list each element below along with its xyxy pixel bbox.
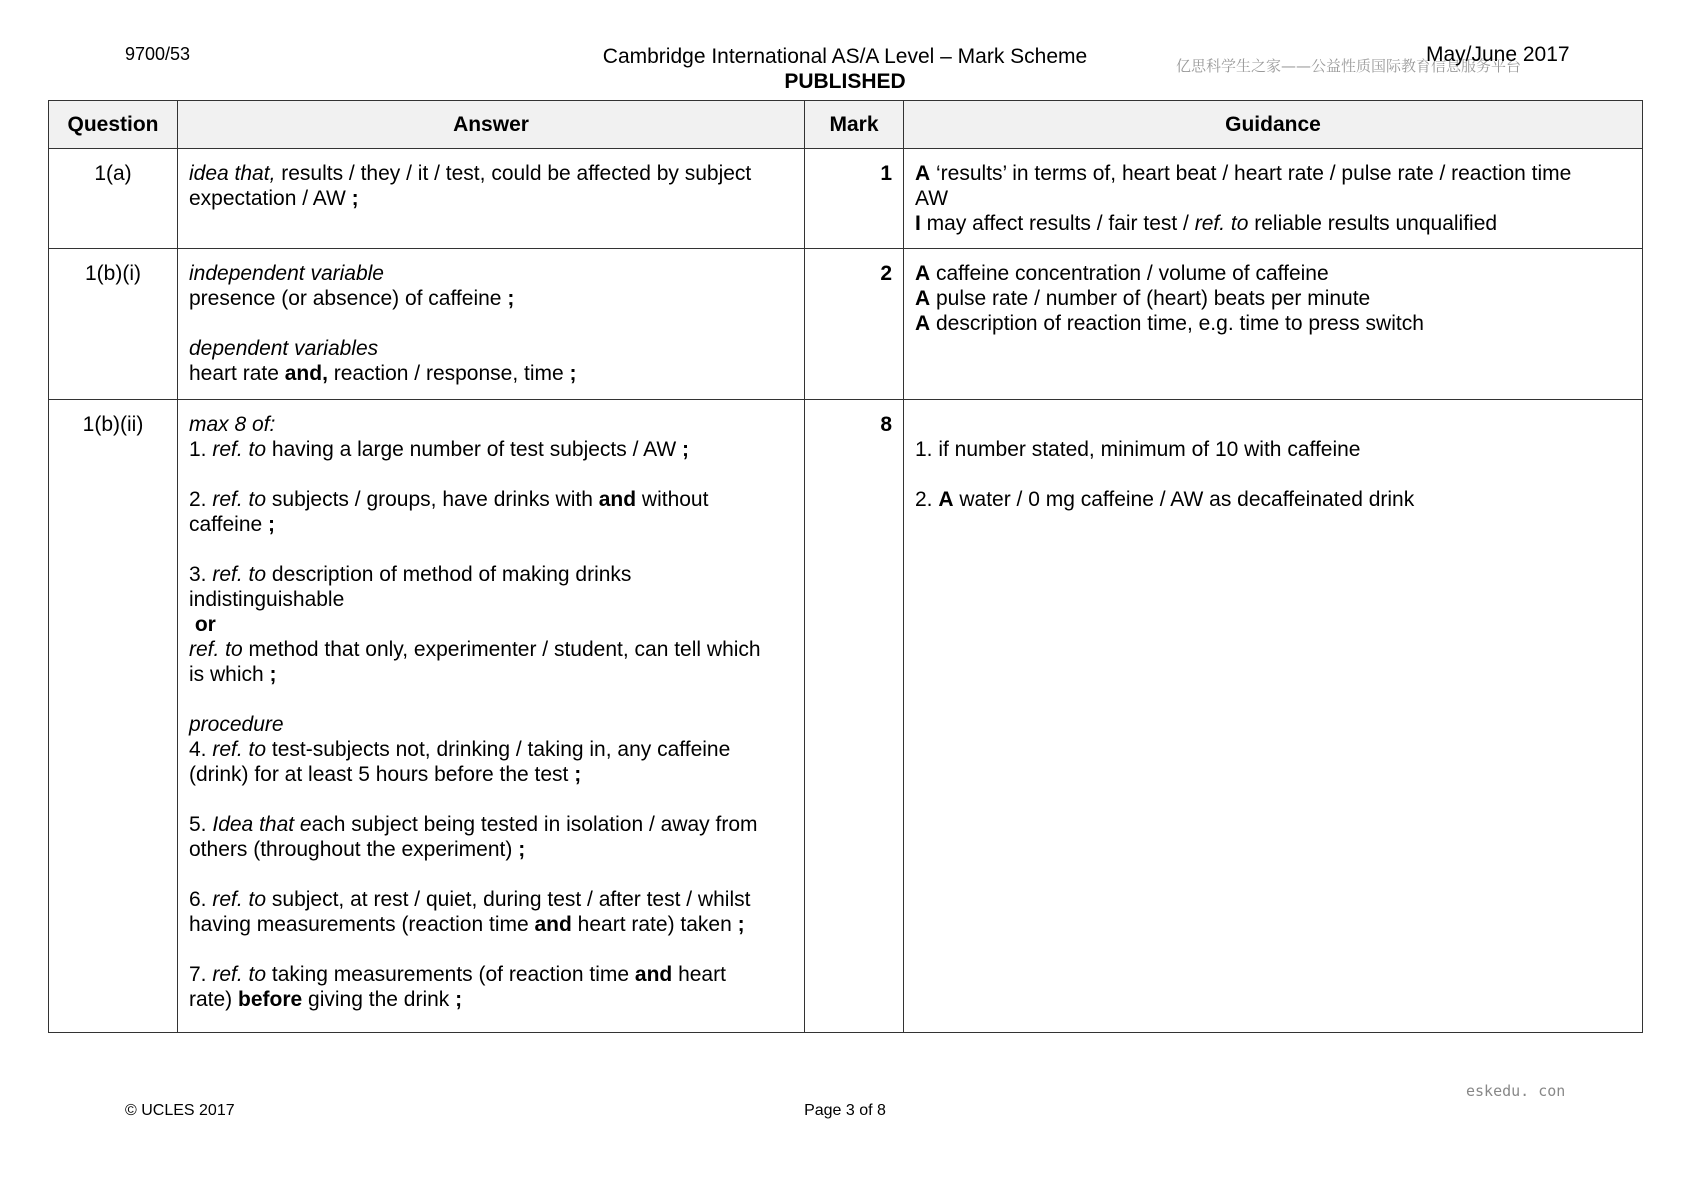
text-segment: caffeine xyxy=(189,513,269,536)
text-segment: test-subjects not, drinking / taking in, any caffeine xyxy=(266,738,731,761)
text-segment: heart rate xyxy=(189,362,285,385)
text-line xyxy=(915,186,1632,211)
text-segment: ; xyxy=(269,663,277,686)
mark-value: 8 xyxy=(805,400,904,1033)
mark-value: 2 xyxy=(805,249,904,400)
text-segment: ; xyxy=(507,287,515,310)
text-segment: rate) xyxy=(189,988,239,1011)
text-line xyxy=(189,562,794,587)
text-segment: (drink) for at least 5 hours before the test xyxy=(189,763,575,786)
text-line xyxy=(189,837,794,862)
text-segment: expectation / AW xyxy=(189,187,352,210)
text-line xyxy=(189,186,794,211)
text-segment: 1. if number stated, minimum of 10 with caffeine xyxy=(915,438,1361,461)
text-segment: ; xyxy=(737,913,745,936)
copyright-notice: © UCLES 2017 xyxy=(125,1102,235,1119)
page-number: Page 3 of 8 xyxy=(804,1102,886,1119)
guidance-cell xyxy=(904,400,1643,1033)
text-line xyxy=(189,962,794,987)
blank-line xyxy=(189,462,794,487)
text-segment: ; xyxy=(569,362,577,385)
text-segment: A xyxy=(938,488,954,511)
text-segment: and, xyxy=(284,362,328,385)
text-segment: subjects / groups, have drinks with xyxy=(266,488,599,511)
text-segment: A xyxy=(915,162,931,185)
text-segment: 7. xyxy=(189,963,213,986)
text-segment: and xyxy=(598,488,637,511)
text-line xyxy=(915,286,1632,311)
text-segment: 3. xyxy=(189,563,213,586)
column-header-mark: Mark xyxy=(805,101,904,149)
text-segment: ; xyxy=(351,187,359,210)
text-line xyxy=(189,161,794,186)
text-segment: ‘results’ in terms of, heart beat / heart rate / pulse rate / reaction time xyxy=(930,162,1572,185)
answer-cell xyxy=(178,400,805,1033)
blank-line xyxy=(189,862,794,887)
text-segment: I xyxy=(915,212,921,235)
text-segment: pulse rate / number of (heart) beats per minute xyxy=(930,287,1371,310)
text-segment: having measurements (reaction time xyxy=(189,913,535,936)
text-line xyxy=(189,662,794,687)
text-segment: subject, at rest / quiet, during test / after test / whilst xyxy=(266,888,751,911)
text-segment: AW xyxy=(915,187,949,210)
text-line xyxy=(189,762,794,787)
text-segment: ref. to xyxy=(212,488,267,511)
text-line xyxy=(189,912,794,937)
text-line xyxy=(915,437,1632,462)
text-segment: ref. to xyxy=(212,738,267,761)
text-line xyxy=(915,487,1632,512)
text-segment: 5. xyxy=(189,813,213,836)
text-line xyxy=(915,161,1632,186)
text-segment: presence (or absence) of caffeine xyxy=(189,287,508,310)
answer-cell xyxy=(178,249,805,400)
column-header-answer: Answer xyxy=(178,101,805,149)
text-segment: method that only, experimenter / student, can tell which xyxy=(242,638,761,661)
text-line xyxy=(915,211,1632,236)
paper-code: 9700/53 xyxy=(125,44,191,64)
text-segment: ref. to xyxy=(1194,212,1249,235)
text-segment: description of method of making drinks xyxy=(266,563,632,586)
blank-line xyxy=(189,537,794,562)
text-segment: ref. to xyxy=(212,888,267,911)
text-segment: 6. xyxy=(189,888,213,911)
text-line xyxy=(189,887,794,912)
text-segment: dependent variables xyxy=(189,337,379,360)
text-line xyxy=(189,512,794,537)
text-line xyxy=(189,412,794,437)
text-segment: A xyxy=(915,312,931,335)
mark-value: 1 xyxy=(805,149,904,249)
table-header-row xyxy=(49,101,1643,149)
mark-scheme-table xyxy=(48,100,1643,1033)
table-row xyxy=(49,249,1643,400)
text-segment: giving the drink xyxy=(302,988,456,1011)
text-line xyxy=(189,336,794,361)
text-line xyxy=(189,712,794,737)
text-segment: 4. xyxy=(189,738,213,761)
text-segment: 2. xyxy=(189,488,213,511)
text-segment: without xyxy=(636,488,709,511)
text-segment: A xyxy=(915,287,931,310)
text-segment: A xyxy=(915,262,931,285)
guidance-cell xyxy=(904,149,1643,249)
text-line xyxy=(189,361,794,386)
blank-line xyxy=(189,937,794,962)
text-segment: procedure xyxy=(189,713,284,736)
text-segment: having a large number of test subjects / AW xyxy=(266,438,682,461)
text-line xyxy=(915,261,1632,286)
text-segment: ; xyxy=(574,763,582,786)
column-header-guidance: Guidance xyxy=(904,101,1643,149)
text-segment: caffeine concentration / volume of caffeine xyxy=(930,262,1329,285)
exam-session: May/June 2017 xyxy=(1426,43,1570,66)
text-segment: ; xyxy=(518,838,526,861)
blank-line xyxy=(915,462,1632,487)
text-segment: ; xyxy=(455,988,463,1011)
column-header-question: Question xyxy=(49,101,178,149)
text-segment: ; xyxy=(682,438,689,461)
blank-line xyxy=(189,787,794,812)
guidance-cell xyxy=(904,249,1643,400)
text-segment: ref. to xyxy=(212,563,267,586)
text-segment: indistinguishable xyxy=(189,588,345,611)
table-row xyxy=(49,149,1643,249)
text-segment: description of reaction time, e.g. time to press switch xyxy=(930,312,1424,335)
text-line xyxy=(189,261,794,286)
text-segment: ach subject being tested in isolation / away from xyxy=(311,813,758,836)
text-segment: reaction / response, time xyxy=(327,362,570,385)
table-row xyxy=(49,400,1643,1033)
text-segment: ; xyxy=(268,513,276,536)
footer-site-mark: eskedu. con xyxy=(1466,1082,1566,1100)
text-segment: max 8 of: xyxy=(189,413,276,436)
blank-line xyxy=(189,311,794,336)
text-line xyxy=(189,987,794,1012)
text-segment: idea that, xyxy=(189,162,276,185)
text-segment: before xyxy=(238,988,303,1011)
text-line xyxy=(189,286,794,311)
question-number: 1(a) xyxy=(49,149,178,249)
text-line xyxy=(189,637,794,662)
text-line xyxy=(189,437,794,462)
blank-line xyxy=(189,687,794,712)
published-label: PUBLISHED xyxy=(784,70,906,93)
text-line xyxy=(189,487,794,512)
question-number: 1(b)(ii) xyxy=(49,400,178,1033)
text-segment: 2. xyxy=(915,488,939,511)
text-segment: results / they / it / test, could be affected by subject xyxy=(275,162,752,185)
text-line xyxy=(915,311,1632,336)
text-segment: others (throughout the experiment) xyxy=(189,838,519,861)
text-segment: reliable results unqualified xyxy=(1248,212,1498,235)
text-segment: may affect results / fair test / xyxy=(920,212,1195,235)
text-segment: and xyxy=(534,913,572,936)
text-line xyxy=(189,737,794,762)
text-segment: ref. to xyxy=(189,638,243,661)
text-segment: and xyxy=(634,963,673,986)
text-segment: Idea that e xyxy=(212,813,312,836)
question-number: 1(b)(i) xyxy=(49,249,178,400)
text-line xyxy=(189,612,794,637)
text-segment: heart rate) taken xyxy=(571,913,738,936)
text-segment: is which xyxy=(189,663,270,686)
answer-cell xyxy=(178,149,805,249)
blank-line xyxy=(915,412,1632,437)
text-segment: taking measurements (of reaction time xyxy=(266,963,635,986)
text-segment: water / 0 mg caffeine / AW as decaffeinated drink xyxy=(953,488,1415,511)
text-segment: ref. to xyxy=(212,963,267,986)
document-header xyxy=(520,44,1170,94)
document-title: Cambridge International AS/A Level – Mark Scheme xyxy=(602,45,1088,68)
text-line xyxy=(189,587,794,612)
watermark-text: 亿思科学生之家——公益性质国际教育信息服务平台 xyxy=(1176,57,1522,75)
text-segment: ref. to xyxy=(212,438,267,461)
text-segment: 1. xyxy=(189,438,213,461)
text-segment: or xyxy=(189,613,216,636)
text-line xyxy=(189,812,794,837)
text-segment: independent variable xyxy=(189,262,384,285)
text-segment: heart xyxy=(672,963,726,986)
